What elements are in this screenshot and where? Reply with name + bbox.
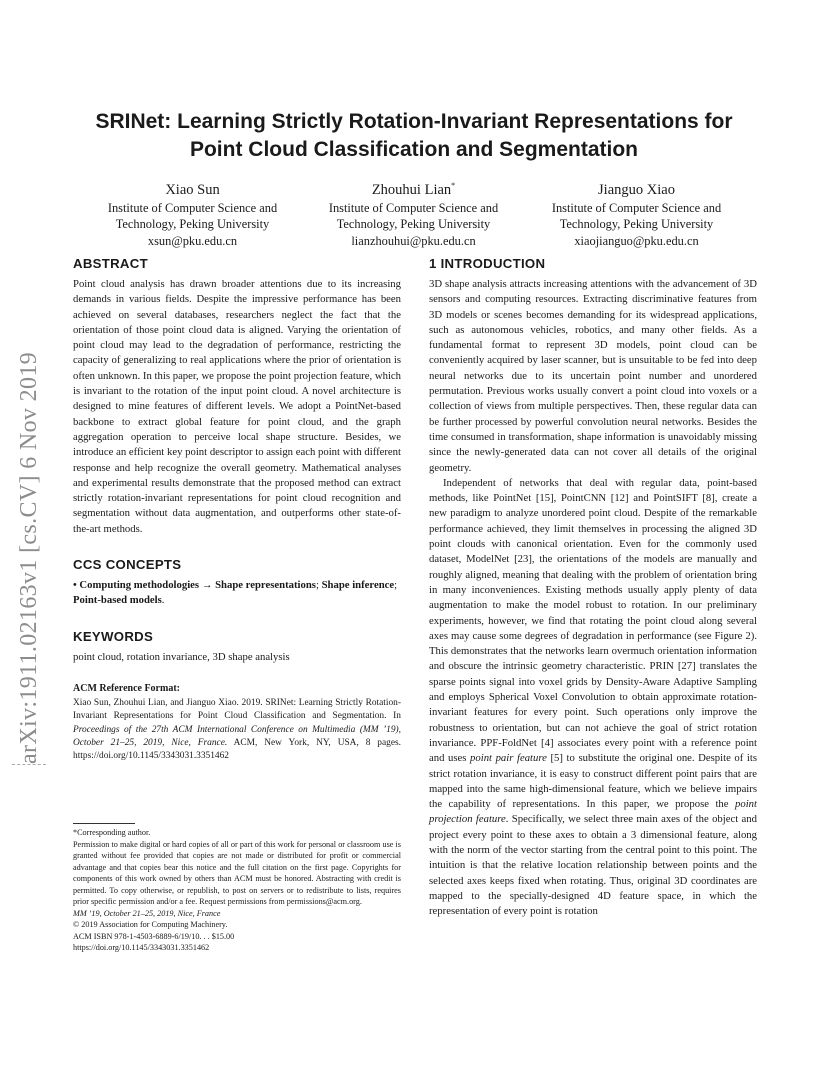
introduction-heading: 1 INTRODUCTION	[429, 256, 546, 271]
author-affiliation: Institute of Computer Science and	[551, 200, 722, 215]
ccs-item: Shape inference	[321, 579, 395, 592]
author-block-3	[529, 176, 744, 250]
intro-paragraph-2	[429, 476, 757, 920]
right-column	[429, 256, 757, 919]
author-affiliation: Technology, Peking University	[559, 217, 714, 232]
author-affiliation: Institute of Computer Science and	[328, 200, 499, 215]
acm-reference-doi: ACM, New York, NY, USA, 8 pages. https://doi.org/10.1145/3343031.3351462	[73, 737, 402, 761]
author-email[interactable]: lianzhouhui@pku.edu.cn	[351, 234, 476, 249]
intro-text: . Specifically, we select three main axes of the object and project every point to these axes to obtain a 3 dimensional feature, along with the norm of the vector starting from the central point to this point. The intuition is that the relative location relationship between points and the selected axes keeps fixed when rotating. Thus, original 3D coordinates are mapped to the specially-designed 4D feature space, in which the representation of every point is rotation	[429, 813, 757, 918]
author-mark: *	[451, 181, 456, 190]
author-name: Zhouhui Lian	[371, 181, 452, 198]
acm-reference-heading: ACM Reference Format:	[73, 682, 180, 694]
intro-emphasis: point projection feature	[429, 798, 757, 826]
arxiv-stamp: arXiv:1911.02163v1 [cs.CV] 6 Nov 2019	[12, 264, 46, 765]
copyright-note: © 2019 Association for Computing Machinery.	[73, 920, 228, 929]
keywords-text: point cloud, rotation invariance, 3D shape analysis	[73, 650, 290, 663]
author-name: Xiao Sun	[165, 181, 220, 198]
acm-reference-text: Xiao Sun, Zhouhui Lian, and Jianguo Xiao. 2019. SRINet: Learning Strictly Rotation-Invariant Representations for Point Cloud Classification and Segmentation. In	[73, 698, 401, 722]
intro-text: [5] to substitute the original one. Despite of its strict rotation invariance, it is easy to construct different point pairs that are mapped into the same high-dimensional feature, which we believe impairs the capability of representations. In this paper, we propose the	[429, 752, 758, 811]
abstract-heading: ABSTRACT	[73, 256, 148, 271]
author-block-2	[306, 176, 521, 250]
left-column	[73, 256, 401, 763]
author-affiliation: Technology, Peking University	[115, 217, 270, 232]
footnote-block	[73, 827, 401, 954]
paper-title	[60, 108, 768, 164]
ccs-separator: ;	[315, 579, 322, 592]
keywords-heading: KEYWORDS	[73, 628, 154, 644]
author-block-1	[85, 176, 300, 250]
corresponding-author-note: *Corresponding author.	[73, 828, 151, 837]
ccs-item: • Computing methodologies → Shape representations	[73, 579, 316, 592]
author-affiliation: Technology, Peking University	[336, 217, 491, 232]
acm-reference-venue: Proceedings of the 27th ACM International Conference on Multimedia (MM ’19), October 21–25, 2019, Nice, France.	[73, 724, 401, 748]
title-line-1: SRINet: Learning Strictly Rotation-Invariant Representations for	[95, 110, 733, 133]
intro-paragraph-1: 3D shape analysis attracts increasing attentions with the advancement of 3D sensors and computing resources. Extracting discriminative features from 3D models or scenes becomes demanding for its widespread applications, such as autonomous vehicles, robotics, and many other fields. As a fundamental format to represent 3D models, point cloud can be conveniently acquired by laser scanner, but is unsuitable to be fed into deep neural networks due to its uncertain point number and unordered permutation. Previous works usually convert a point cloud into voxels or a collection of views from multiple perspectives. Then, these regular data can be further processed by powerful convolution neural networks. Besides the time consumed in transformation, shape information is unavoidably missing since the newly-generated data can not cover all details of the original geometry.	[429, 278, 757, 474]
intro-text: Independent of networks that deal with regular data, point-based methods, like PointNet [15], PointCNN [12] and PointSIFT [8], create a new paradigm to analyze unordered point cloud. Despite of the remarkable performance achieved, they limit themselves in processing the aligned 3D point clouds with canonical orientation. Even for the commonly used dataset, ModelNet [23], the orientations of the models are manually and roughly aligned, meaning that dealing with the problem of orientation bring in many inconveniences. Existing methods usually apply plenty of data augmentation to make the model robust to rotation. In our preliminary experiments, however, we find that rotating the point cloud along several axes may cause some degrees of degradation in performance (see Figure 2). This demonstrates that the networks learn overmuch orientation information and obscure the intrinsic geometry characteristic. PRIN [27] translates the sparse points signal into voxel grids by Density-Aware Adaptive Sampling and employs Spherical Voxel Convolution to obtain approximate rotation-invariant features for every point. Such operations only improve the robustness to orientation, but can not achieve the goal of strict rotation invariance. PPF-FoldNet [4] associates every point with a reference point and uses	[429, 476, 757, 765]
intro-emphasis: point pair feature	[470, 752, 547, 765]
author-email[interactable]: xsun@pku.edu.cn	[147, 234, 238, 249]
venue-note: MM ’19, October 21–25, 2019, Nice, France	[73, 908, 221, 918]
isbn-note: ACM ISBN 978-1-4503-6889-6/19/10. . . $15.00	[73, 931, 235, 941]
author-affiliation: Institute of Computer Science and	[107, 200, 278, 215]
ccs-heading: CCS CONCEPTS	[73, 557, 182, 573]
doi-link[interactable]: https://doi.org/10.1145/3343031.3351462	[73, 943, 210, 952]
footnote-divider	[73, 823, 135, 824]
ccs-item: Point-based models	[73, 594, 162, 607]
ccs-end: .	[161, 594, 165, 607]
abstract-text: Point cloud analysis has drawn broader attentions due to its increasing demands in various fields. Despite the impressive performance has been achieved on several databases, researchers neglect the fact that the orientation of those point cloud data is aligned. Varying the orientation of point cloud may lead to the degradation of performance, restricting the capacity of generalizing to real applications where the prior of orientation is often unknown. In this paper, we propose the point projection feature, which is invariant to the rotation of the input point cloud. A novel architecture is designed to mine features of different levels. We adopt a PointNet-based backbone to extract global feature for point cloud, and the graph aggregation operation to perceive local shape structure. Besides, we introduce an efficient key point descriptor to assign each point with different response and help recognize the overall geometry. Mathematical analyses and experimental results demonstrate that the proposed method can extract strictly rotation-invariant representations for point cloud recognition and segmentation without data augmentation, and outperforms other state-of-the-art methods.	[73, 278, 401, 535]
acm-reference	[73, 682, 401, 763]
ccs-concepts	[73, 578, 401, 609]
ccs-separator: ;	[394, 579, 398, 592]
permission-notice: Permission to make digital or hard copies of all or part of this work for personal or classroom use is granted without fee provided that copies are not made or distributed for profit or commercial advantage and that copies bear this notice and the full citation on the first page. Copyrights for components of this work owned by others than ACM must be honored. Abstracting with credit is permitted. To copy otherwise, or republish, to post on servers or to redistribute to lists, requires prior specific permission and/or a fee. Request permissions from permissions@acm.org.	[73, 839, 401, 906]
author-name: Jianguo Xiao	[598, 181, 675, 198]
title-line-2: Point Cloud Classification and Segmentation	[189, 138, 639, 161]
author-email[interactable]: xiaojianguo@pku.edu.cn	[574, 234, 699, 249]
